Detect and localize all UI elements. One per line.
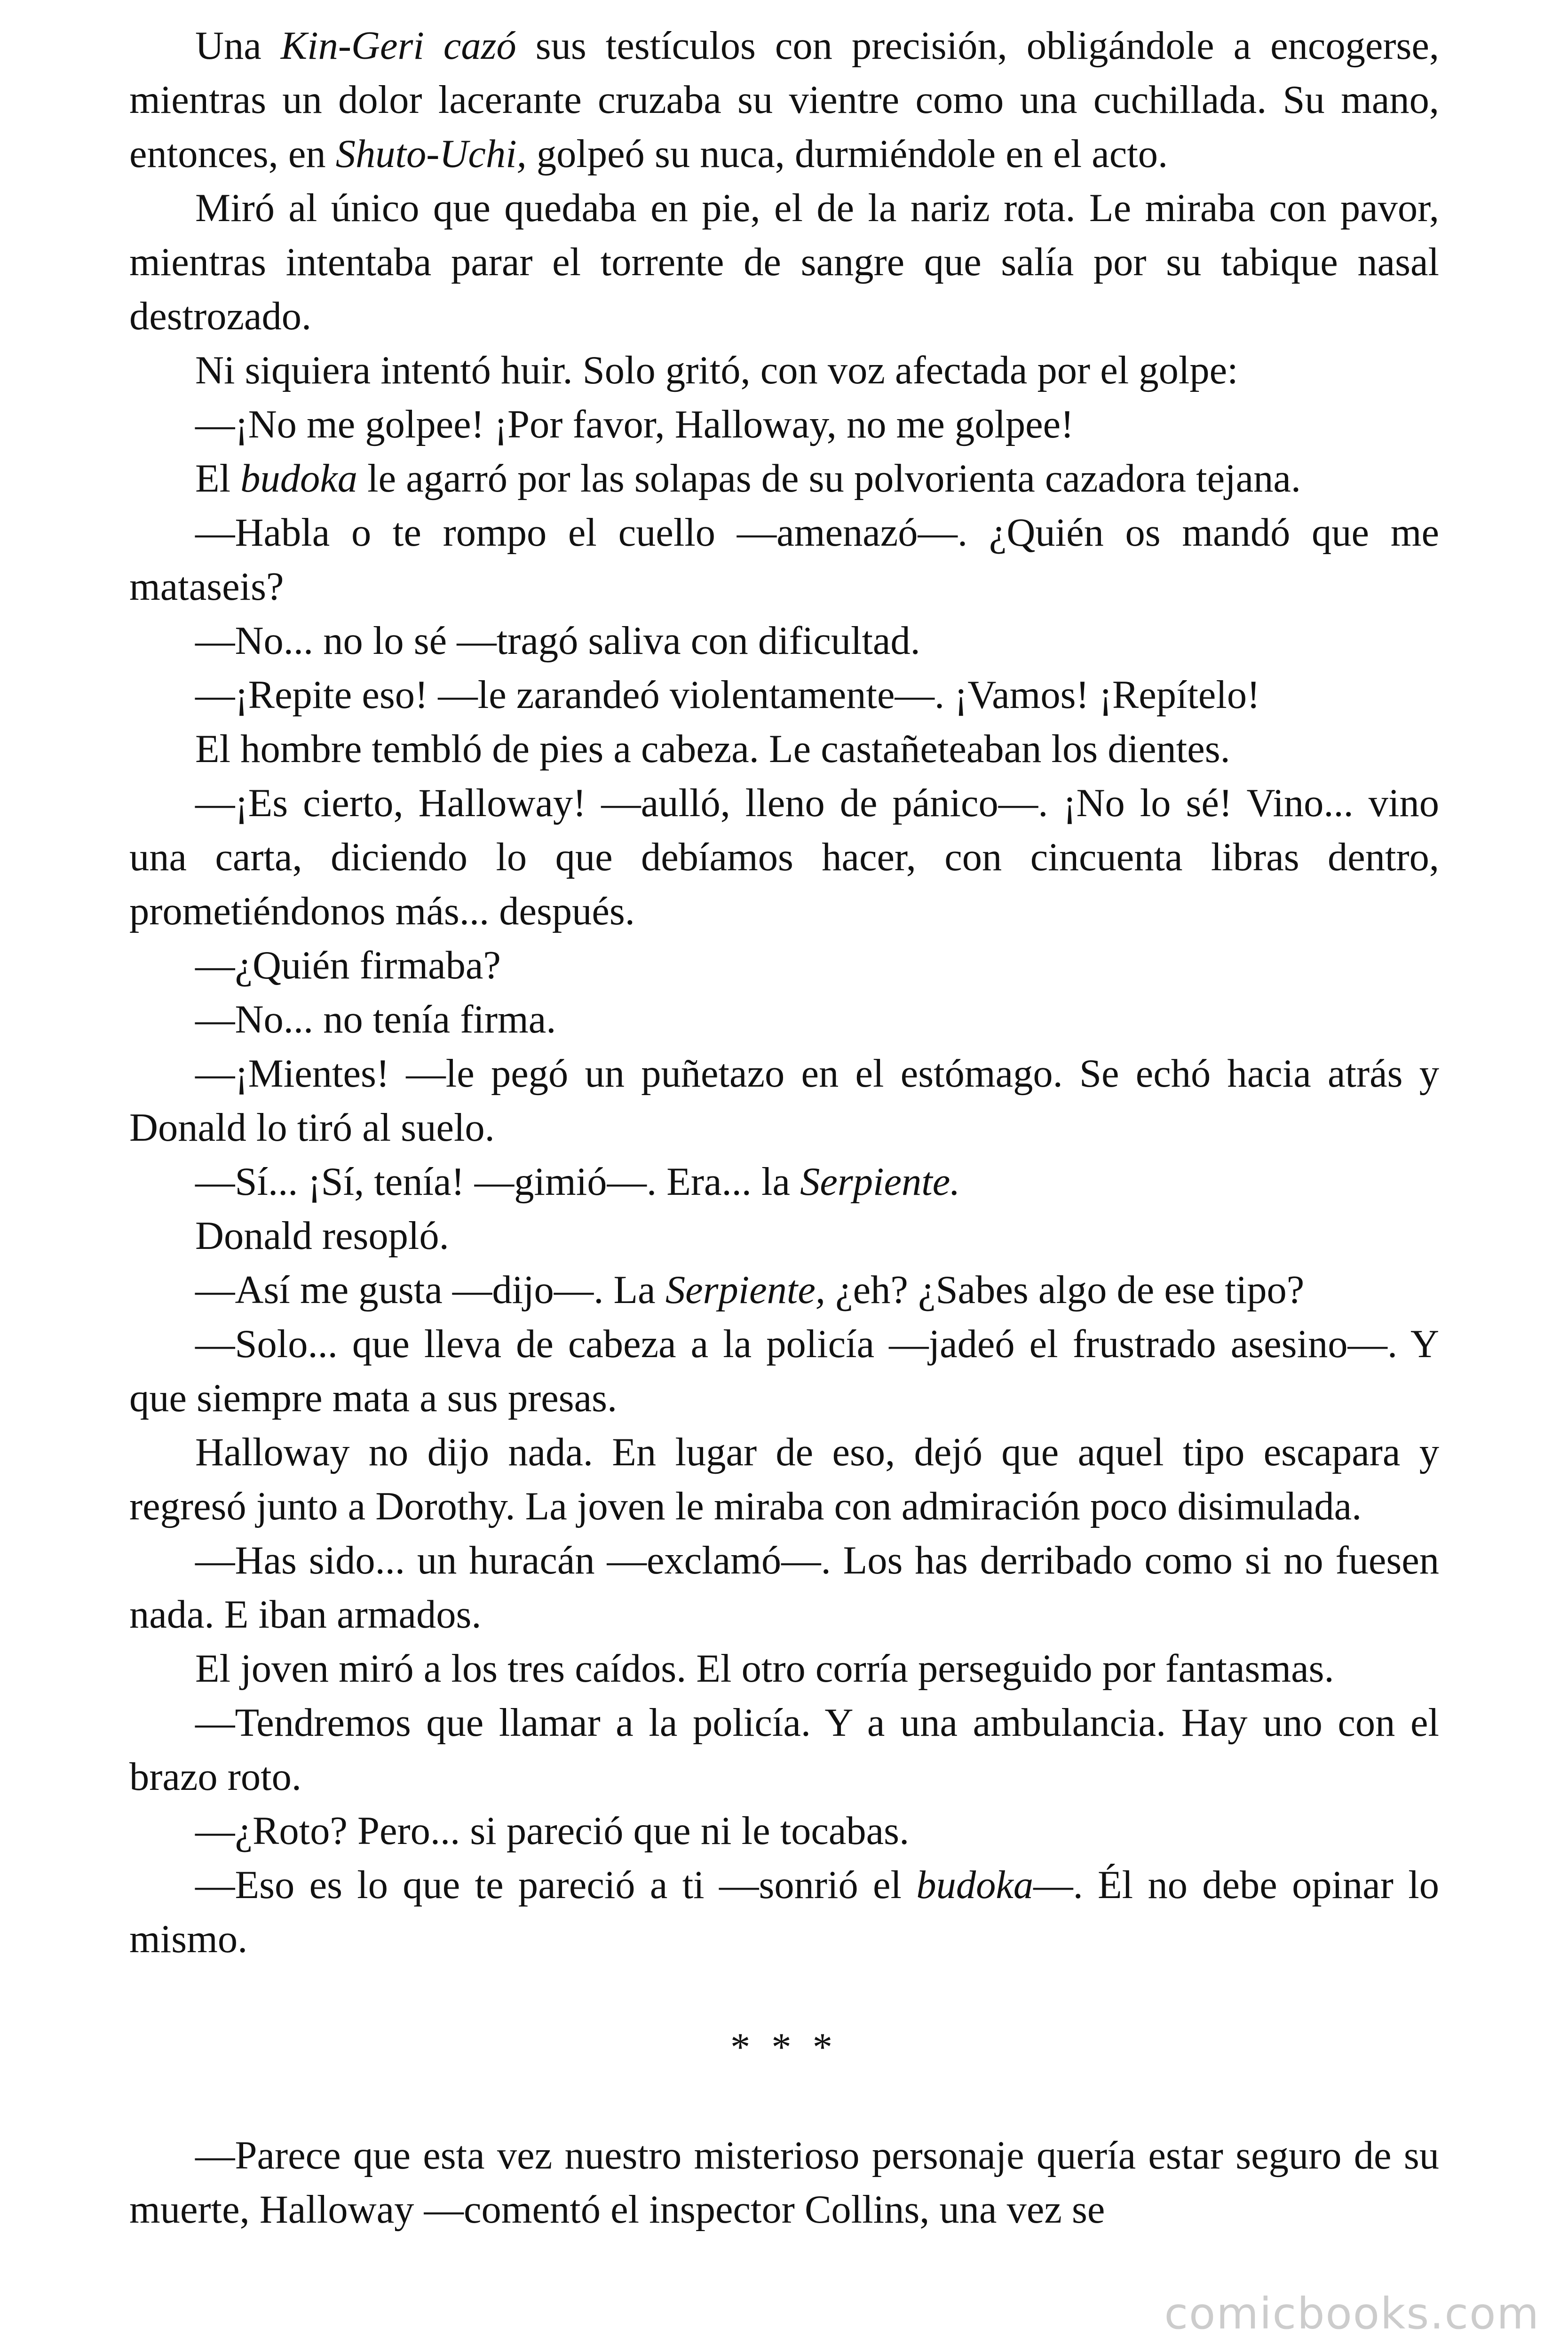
text-run: —Sí... ¡Sí, tenía! —gimió—. Era... la <box>195 1160 800 1204</box>
text-run: —Tendremos que llamar a la policía. Y a una ambulancia. Hay uno con el brazo roto. <box>129 1701 1439 1799</box>
paragraph <box>129 722 1439 776</box>
paragraph <box>129 1858 1439 1966</box>
italic-text: budoka <box>916 1863 1034 1907</box>
text-run: —¡Es cierto, Halloway! —aulló, lleno de pánico—. ¡No lo sé! Vino... vino una carta, diciendo lo que debíamos hacer, con cincuenta libras dentro, prometiéndonos más... después. <box>129 781 1439 933</box>
paragraph <box>129 181 1439 343</box>
text-run: El hombre tembló de pies a cabeza. Le castañeteaban los dientes. <box>195 727 1230 771</box>
text-run: —Así me gusta —dijo—. La <box>195 1268 665 1312</box>
text-run: —Habla o te rompo el cuello —amenazó—. ¿Quién os mandó que me mataseis? <box>129 511 1439 609</box>
text-run: Una <box>195 24 281 68</box>
text-run: —¡Mientes! —le pegó un puñetazo en el estómago. Se echó hacia atrás y Donald lo tiró al suelo. <box>129 1052 1439 1150</box>
text-run: —Solo... que lleva de cabeza a la policía —jadeó el frustrado asesino—. Y que siempre mata a sus presas. <box>129 1322 1439 1420</box>
text-run: sus testículos con precisión, obligándole a encogerse, mientras un dolor lacerante cruzaba su vientre como una cuchillada. Su mano, entonces, en <box>129 24 1440 176</box>
paragraph <box>129 1425 1439 1534</box>
text-run: golpeó su nuca, durmiéndole en el acto. <box>526 132 1168 176</box>
paragraph <box>129 1047 1439 1155</box>
text-run: —. Él no debe opinar lo mismo. <box>129 1863 1439 1961</box>
text-run: —Parece que esta vez nuestro misterioso personaje quería estar seguro de su muerte, Halloway —comentó el inspector Collins, una vez se <box>129 2134 1439 2232</box>
text-run: Donald resopló. <box>195 1214 449 1258</box>
text-run: ¿eh? ¿Sabes algo de ese tipo? <box>825 1268 1305 1312</box>
text-run: —¿Quién firmaba? <box>195 944 501 987</box>
text-run: El <box>195 457 241 501</box>
paragraph <box>129 668 1439 722</box>
paragraph <box>129 1155 1439 1209</box>
text-run: —Has sido... un huracán —exclamó—. Los has derribado como si no fuesen nada. E iban armados. <box>129 1539 1439 1637</box>
text-run: —¡No me golpee! ¡Por favor, Halloway, no me golpee! <box>195 403 1074 446</box>
paragraph <box>129 397 1439 452</box>
paragraph <box>129 343 1439 397</box>
italic-text: Shuto-Uchi, <box>335 132 527 176</box>
paragraph <box>129 1696 1439 1804</box>
text-run: Halloway no dijo nada. En lugar de eso, dejó que aquel tipo escapara y regresó junto a Dorothy. La joven le miraba con admiración poco disimulada. <box>129 1430 1439 1528</box>
watermark: comicbooks.com <box>1164 2288 1540 2339</box>
italic-text: budoka <box>240 457 357 501</box>
text-run: Ni siquiera intentó huir. Solo gritó, con voz afectada por el golpe: <box>195 349 1238 392</box>
paragraph <box>129 1642 1439 1696</box>
text-run: —No... no lo sé —tragó saliva con dificultad. <box>195 619 920 663</box>
paragraph <box>129 993 1439 1047</box>
paragraph <box>129 1534 1439 1642</box>
continued-text <box>129 2129 1439 2237</box>
paragraph <box>129 1209 1439 1263</box>
text-run: El joven miró a los tres caídos. El otro corría perseguido por fantasmas. <box>195 1647 1334 1691</box>
book-page <box>129 19 1439 2237</box>
paragraph <box>129 614 1439 668</box>
text-run: —¡Repite eso! —le zarandeó violentamente—. ¡Vamos! ¡Repítelo! <box>195 673 1260 717</box>
text-run: —Eso es lo que te pareció a ti —sonrió el <box>195 1863 917 1907</box>
paragraph <box>129 938 1439 993</box>
text-run: Miró al único que quedaba en pie, el de la nariz rota. Le miraba con pavor, mientras intentaba parar el torrente de sangre que salía por su tabique nasal destrozado. <box>129 186 1439 338</box>
paragraph <box>129 776 1439 938</box>
paragraph <box>129 1263 1439 1317</box>
paragraph <box>129 452 1439 506</box>
italic-text: Serpiente. <box>800 1160 960 1204</box>
paragraph <box>129 1804 1439 1858</box>
italic-text: Serpiente, <box>665 1268 826 1312</box>
section-separator: * * * <box>730 2026 838 2069</box>
text-run: —¿Roto? Pero... si pareció que ni le tocabas. <box>195 1809 910 1853</box>
italic-text: Kin-Geri cazó <box>280 24 516 68</box>
body-text <box>129 19 1439 1966</box>
paragraph <box>129 506 1439 614</box>
paragraph <box>129 1317 1439 1425</box>
paragraph <box>129 19 1439 181</box>
text-run: —No... no tenía firma. <box>195 998 556 1041</box>
paragraph <box>129 2129 1439 2237</box>
text-run: le agarró por las solapas de su polvorienta cazadora tejana. <box>357 457 1301 501</box>
